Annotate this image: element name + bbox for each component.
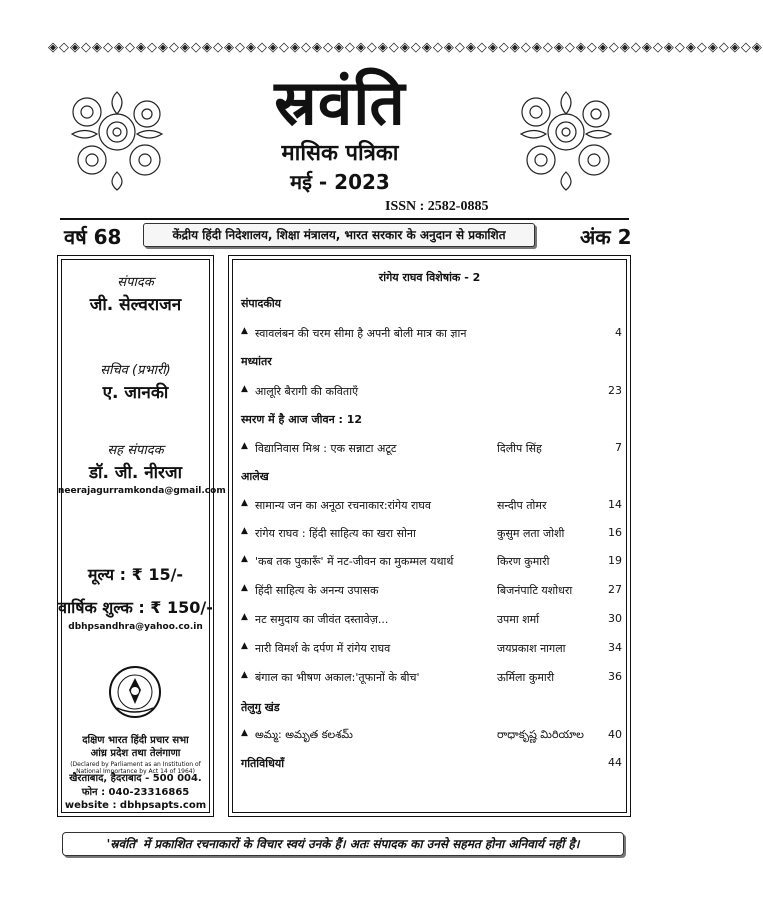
divider [60, 218, 629, 220]
triangle-bullet-icon: ▲ [241, 728, 248, 738]
list-item[interactable] [241, 728, 626, 744]
list-item[interactable] [241, 384, 626, 400]
coeditor-email[interactable]: neerajagurramkonda@gmail.com [58, 486, 226, 496]
secretary-name: ए. जानकी [102, 383, 169, 403]
section-title: संपादकीय [241, 297, 282, 310]
triangle-bullet-icon: ▲ [241, 554, 248, 564]
page-number: 34 [608, 641, 622, 654]
org-line2: आंध्र प्रदेश तथा तेलंगाणा [90, 748, 181, 759]
list-item[interactable] [241, 441, 626, 457]
page-number: 27 [608, 583, 622, 596]
article-author: उपमा शर्मा [497, 613, 540, 626]
article-title: 'कब तक पुकारूँ' में नट-जीवन का मुकम्मल यथार्थ [255, 555, 454, 568]
article-title: नट समुदाय का जीवंत दस्तावेज़... [255, 613, 389, 626]
flower-bouquet-icon [57, 72, 177, 192]
page-number: 14 [608, 498, 622, 511]
article-author: किरण कुमारी [497, 555, 550, 568]
editorial-sidebar [57, 255, 226, 817]
article-title: रांगेय राघव : हिंदी साहित्य का खरा सोना [255, 527, 416, 540]
triangle-bullet-icon: ▲ [241, 384, 248, 394]
table-of-contents [228, 255, 631, 817]
page-number: 19 [608, 554, 622, 567]
article-author: ऊर्मिला कुमारी [497, 671, 555, 684]
annual-fee: वार्षिक शुल्क : ₹ 150/- [58, 598, 213, 617]
triangle-bullet-icon: ▲ [241, 498, 248, 508]
publisher-banner: केंद्रीय हिंदी निदेशालय, शिक्षा मंत्रालय, भारत सरकार के अनुदान से प्रकाशित [143, 223, 535, 247]
flower-bouquet-icon [506, 72, 626, 192]
issn: ISSN : 2582-0885 [385, 199, 489, 214]
page-number: 44 [608, 756, 622, 769]
org-email[interactable]: dbhpsandhra@yahoo.co.in [68, 622, 203, 632]
list-item[interactable] [241, 670, 626, 686]
list-item[interactable] [241, 612, 626, 628]
section-title: मध्यांतर [241, 355, 272, 368]
article-title: हिंदी साहित्य के अनन्य उपासक [255, 584, 379, 597]
org-note: (Declared by Parliament as an Institution of National Importance by Act 14 of 1964) [70, 761, 201, 775]
list-item[interactable] [241, 756, 626, 772]
phone: फोन : 040-23316865 [81, 787, 190, 798]
section-title: आलेख [241, 470, 269, 483]
section-title: तेलुगु खंड [241, 701, 280, 714]
triangle-bullet-icon: ▲ [241, 641, 248, 651]
year-label: वर्ष 68 [64, 225, 122, 249]
page-number: 30 [608, 612, 622, 625]
article-title: सामान्य जन का अनूठा रचनाकार:रांगेय राघव [255, 499, 431, 512]
editor-name: जी. सेल्वराजन [89, 295, 182, 315]
page-number: 40 [608, 728, 622, 741]
list-item[interactable] [241, 554, 626, 570]
disclaimer: 'स्रवंति' में प्रकाशित रचनाकारों के विचार स्वयं उनके हैं। अतः संपादक का उनसे सहमत होना अनिवार्य नहीं है। [62, 832, 624, 856]
triangle-bullet-icon: ▲ [241, 583, 248, 593]
magazine-title: स्रवंति [274, 66, 406, 139]
page-number: 7 [615, 441, 622, 454]
price: मूल्य : ₹ 15/- [87, 565, 184, 584]
list-item[interactable] [241, 326, 626, 342]
triangle-bullet-icon: ▲ [241, 441, 248, 451]
section-title: गतिविधियाँ [241, 757, 285, 770]
article-author: सन्दीप तोमर [497, 499, 547, 512]
page-number: 36 [608, 670, 622, 683]
address: खैरताबाद, हैदराबाद - 500 004. [69, 773, 202, 784]
triangle-bullet-icon: ▲ [241, 526, 248, 536]
article-author: कुसुम लता जोशी [497, 527, 565, 540]
triangle-bullet-icon: ▲ [241, 670, 248, 680]
website[interactable]: website : dbhpsapts.com [64, 800, 207, 811]
issue-number: अंक 2 [580, 225, 632, 249]
article-author: बिजनंपाटि यशोधरा [497, 584, 573, 597]
list-item[interactable] [241, 498, 626, 514]
secretary-role: सचिव (प्रभारी) [100, 363, 171, 378]
list-item[interactable] [241, 583, 626, 599]
coeditor-role: सह संपादक [107, 443, 164, 458]
article-title: అమ్మ: అమృత కలశమ్ [255, 728, 353, 741]
issue-date: मई - 2023 [290, 170, 390, 194]
list-item[interactable] [241, 526, 626, 542]
article-author: दिलीप सिंह [497, 442, 542, 455]
article-title: नारी विमर्श के दर्पण में रांगेय राघव [255, 642, 391, 655]
org-line1: दक्षिण भारत हिंदी प्रचार सभा [82, 735, 189, 746]
section-title: स्मरण में है आज जीवन : 12 [241, 413, 363, 426]
page-number: 4 [615, 326, 622, 339]
page-number: 23 [608, 384, 622, 397]
page-number: 16 [608, 526, 622, 539]
article-title: बंगाल का भीषण अकाल:'तूफानों के बीच' [255, 671, 420, 684]
article-title: स्वावलंबन की चरम सीमा है अपनी बोली मात्र का ज्ञान [255, 327, 467, 340]
magazine-subtitle: मासिक पत्रिका [281, 141, 399, 166]
triangle-bullet-icon: ▲ [241, 612, 248, 622]
list-item[interactable] [241, 641, 626, 657]
triangle-bullet-icon: ▲ [241, 326, 248, 336]
coeditor-name: डॉ. जी. नीरजा [88, 463, 183, 483]
article-title: आलूरि बैरागी की कविताएँ [255, 385, 359, 398]
ornamental-border-icon: ◈◇◈◇◈◇◈◇◈◇◈◇◈◇◈◇◈◇◈◇◈◇◈◇◈◇◈◇◈◇◈◇◈◇◈◇◈◇◈◇◈◇◈◇◈◇◈◇◈◇◈◇◈◇◈◇◈◇◈◇◈◇◈◇◈ [48, 40, 763, 55]
editor-role: संपादक [117, 275, 154, 290]
sabha-emblem-icon [107, 664, 163, 720]
article-author: రాధాకృష్ణ మిరియాల [497, 728, 584, 741]
article-author: जयप्रकाश नागला [497, 642, 566, 655]
special-issue-title: रांगेय राघव विशेषांक - 2 [378, 271, 481, 284]
article-title: विद्यानिवास मिश्र : एक सन्नाटा अटूट [255, 442, 397, 455]
